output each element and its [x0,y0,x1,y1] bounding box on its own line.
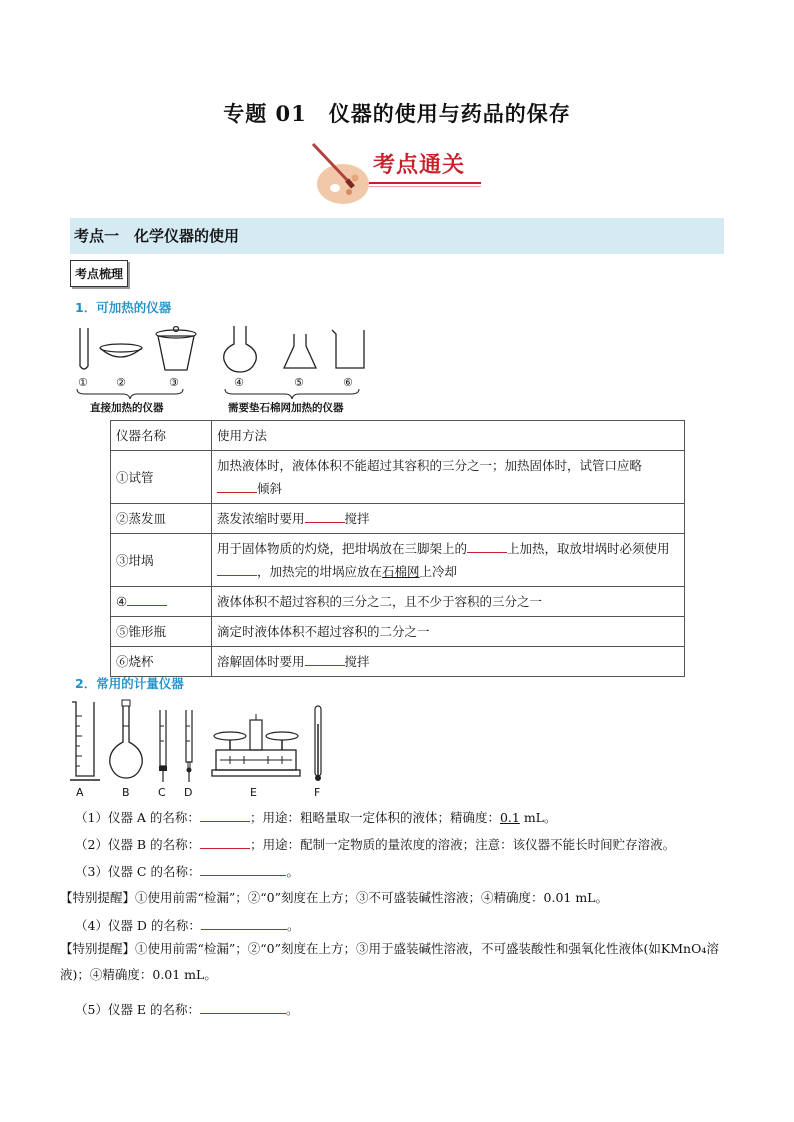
usage-cell: 液体体积不超过容积的三分之二，且不少于容积的三分之一 [212,587,685,617]
beaker-drawing [332,330,364,368]
table-header-cell: 使用方法 [212,421,685,451]
answer-blank[interactable] [200,807,250,822]
instrument-name: ③坩埚 [111,534,212,587]
thermometer-drawing [310,704,326,784]
answer-blank[interactable] [200,834,250,849]
fig-label-4: ④ [234,376,244,389]
table-row [111,504,685,534]
answer-blank[interactable] [305,508,345,523]
question-1: （1）仪器 A 的名称： ；用途：粗略量取一定体积的液体；精确度：0.1 mL。 [75,807,556,826]
usage-cell [212,534,685,587]
answer-blank[interactable] [217,561,257,576]
base-burette-drawing [186,710,192,782]
netted-instruments-figure [218,322,378,378]
caption-direct-heat: 直接加热的仪器 [90,402,164,414]
usage-text: 上加热，取放坩埚时必须使用 [507,541,670,556]
special-note-2: 【特别提醒】①使用前需“检漏”；②“0”刻度在上方；③用于盛装碱性溶液，不可盛装酸性和强氧化性液体(如KMnO₄溶液)；④精确度：0.01 mL。 [60,941,719,982]
question-5: （5）仪器 E 的名称： 。 [75,999,299,1018]
question-2: （2）仪器 B 的名称： ；用途：配制一定物质的量浓度的溶液；注意：该仪器不能长时间贮存溶液。 [75,834,675,853]
table-header-row [111,421,685,451]
usage-cell [212,647,685,677]
answer-blank[interactable] [467,538,507,553]
answer-blank[interactable] [127,591,167,606]
underlined-answer: 0.1 [499,810,520,825]
usage-text: 倾斜 [257,481,283,496]
caption-net-heat: 需要垫石棉网加热的仪器 [228,402,344,414]
instrument-name: ②蒸发皿 [111,504,212,534]
table-row [111,534,685,587]
round-flask-drawing [224,326,257,372]
badge-label: 考点通关 [373,153,466,178]
table-row [111,617,685,647]
fig-label-F: F [314,786,321,799]
fig-label-B: B [122,786,130,799]
usage-text: 搅拌 [344,654,370,669]
fig-label-E: E [250,786,257,799]
underlined-answer: 石棉网 [382,564,420,579]
acid-burette-drawing [159,710,167,782]
fig-label-3: ③ [169,376,179,389]
instrument-name: ①试管 [111,451,212,504]
table-row [111,451,685,504]
badge-underline [369,182,481,184]
fig-label-D: D [184,786,193,799]
figure-braces [75,388,375,400]
usage-text: ，加热完的坩埚应放在 [257,564,383,579]
answer-blank[interactable] [200,999,286,1014]
tag-label: 考点梳理 [70,260,128,287]
graduated-cylinder-drawing [70,702,100,780]
page-title: 专题 01 仪器的使用与药品的保存 [223,101,571,126]
section-heading: 考点一 化学仪器的使用 [70,218,724,254]
instrument-name: ④ [111,587,212,617]
fig-label-A: A [76,786,84,799]
usage-text: 上冷却 [419,564,458,579]
special-note-1: 【特别提醒】①使用前需“检漏”；②“0”刻度在上方；③不可盛装碱性溶液；④精确度：0.01 mL。 [60,890,608,905]
instrument-name: ⑤锥形瓶 [111,617,212,647]
instrument-name: ⑥烧杯 [111,647,212,677]
answer-blank[interactable] [201,915,287,930]
palette-icon [305,140,375,210]
subheading-measuring: 2．常用的计量仪器 [75,676,184,691]
instrument-table [110,420,685,677]
subheading-heatable: 1．可加热的仪器 [75,300,172,315]
fig-label-5: ⑤ [294,376,304,389]
fig-label-C: C [158,786,166,799]
answer-blank[interactable] [200,861,286,876]
table-row [111,587,685,617]
usage-text: 溶解固体时要用 [217,654,305,669]
table-row [111,647,685,677]
test-tube-drawing [80,328,88,369]
question-4: （4）仪器 D 的名称： 。 [75,915,299,934]
fig-label-1: ① [78,376,88,389]
crucible-drawing [158,336,194,370]
usage-cell [212,451,685,504]
balance-drawing [210,712,302,784]
usage-text: 蒸发浓缩时要用 [217,511,305,526]
question-3: （3）仪器 C 的名称： 。 [75,861,299,880]
usage-cell: 滴定时液体体积不超过容积的二分之一 [212,617,685,647]
table-header-cell: 仪器名称 [111,421,212,451]
section-badge [305,140,495,210]
usage-cell [212,504,685,534]
badge-underline-thin [369,186,481,187]
conical-flask-drawing [284,334,316,368]
usage-text: 搅拌 [344,511,370,526]
volumetric-flask-drawing [110,700,142,778]
usage-text: 用于固体物质的灼烧，把坩埚放在三脚架上的 [217,541,468,556]
answer-blank[interactable] [217,478,257,493]
fig-label-2: ② [116,376,126,389]
answer-blank[interactable] [305,651,345,666]
usage-text: 加热液体时，液体体积不能超过其容积的三分之一；加热固体时，试管口应略 [217,458,643,473]
fig-label-6: ⑥ [343,376,353,389]
